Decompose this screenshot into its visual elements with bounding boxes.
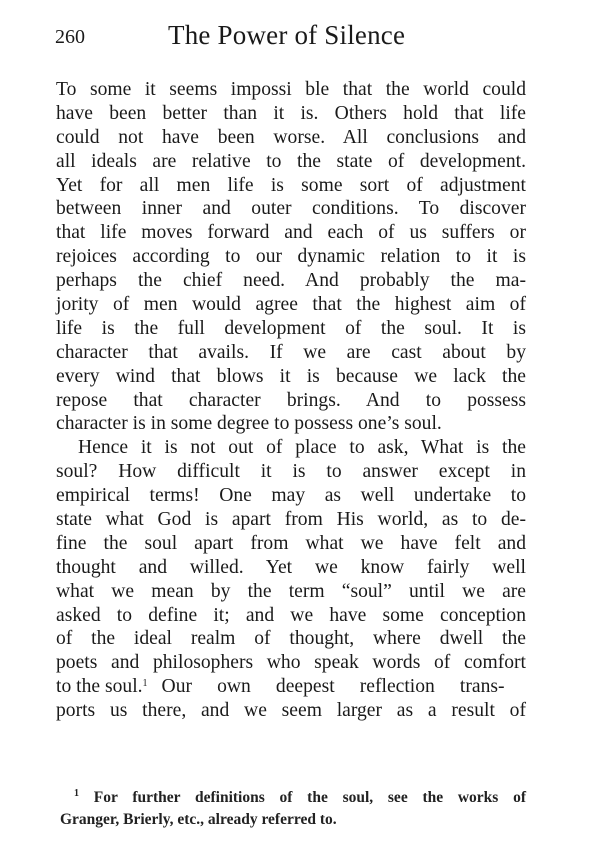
text-line: To some it seems impossi ble that the world could — [56, 79, 526, 100]
text-line: fine the soul apart from what we have felt and — [56, 532, 526, 554]
text-line: poets and philosophers who speak words of comfort — [56, 652, 526, 674]
text-line: what we mean by the term “soul” until we are — [56, 580, 526, 602]
footnote-line: Granger, Brierly, etc., already referred to. — [60, 811, 337, 828]
page-number: 260 — [55, 26, 85, 48]
running-title: The Power of Silence — [168, 20, 406, 50]
footnote-line — [60, 787, 526, 809]
text-segment: to the soul. — [56, 676, 143, 698]
body-text — [56, 78, 526, 723]
text-line: that life moves forward and each of us suffers or — [56, 222, 526, 244]
text-line: have been better than it is. Others hold that life — [56, 102, 526, 124]
text-line: Yet for all men life is some sort of adjustment — [56, 174, 526, 196]
footnote-marker: 1 — [74, 788, 79, 799]
text-line: jority of men would agree that the highest aim of — [56, 294, 526, 316]
text-line: Hence it is not out of place to ask, What is the — [78, 437, 526, 459]
text-line: empirical terms! One may as well undertake to — [56, 485, 526, 507]
text-line-with-footnote-ref — [56, 675, 526, 699]
text-line: character that avails. If we are cast about by — [56, 341, 526, 363]
text-line: every wind that blows it is because we lack the — [56, 365, 526, 387]
text-line: character is in some degree to possess one’s soul. — [56, 413, 442, 435]
footnote-text: For further definitions of the soul, see the works of — [93, 789, 526, 806]
text-line: state what God is apart from His world, as to de- — [56, 509, 526, 531]
text-line: could not have been worse. All conclusions and — [56, 126, 526, 148]
text-line: repose that character brings. And to possess — [56, 389, 526, 411]
text-line: rejoices according to our dynamic relation to it is — [56, 246, 526, 268]
text-line: life is the full development of the soul. It is — [56, 317, 526, 339]
text-line: between inner and outer conditions. To discover — [56, 198, 526, 220]
footnote-reference[interactable]: 1 — [142, 678, 148, 690]
text-line: soul? How difficult it is to answer except in — [56, 461, 526, 483]
text-segment: Our own deepest reflection trans- — [161, 676, 505, 698]
text-line: asked to define it; and we have some conception — [56, 604, 526, 626]
text-line: all ideals are relative to the state of development. — [56, 150, 526, 172]
text-line: thought and willed. Yet we know fairly well — [56, 556, 526, 578]
text-line: ports us there, and we seem larger as a result of — [56, 700, 526, 722]
page-header — [55, 20, 535, 54]
footnote — [60, 787, 526, 831]
text-line: perhaps the chief need. And probably the ma- — [56, 270, 526, 292]
text-line: of the ideal realm of thought, where dwell the — [56, 628, 526, 650]
